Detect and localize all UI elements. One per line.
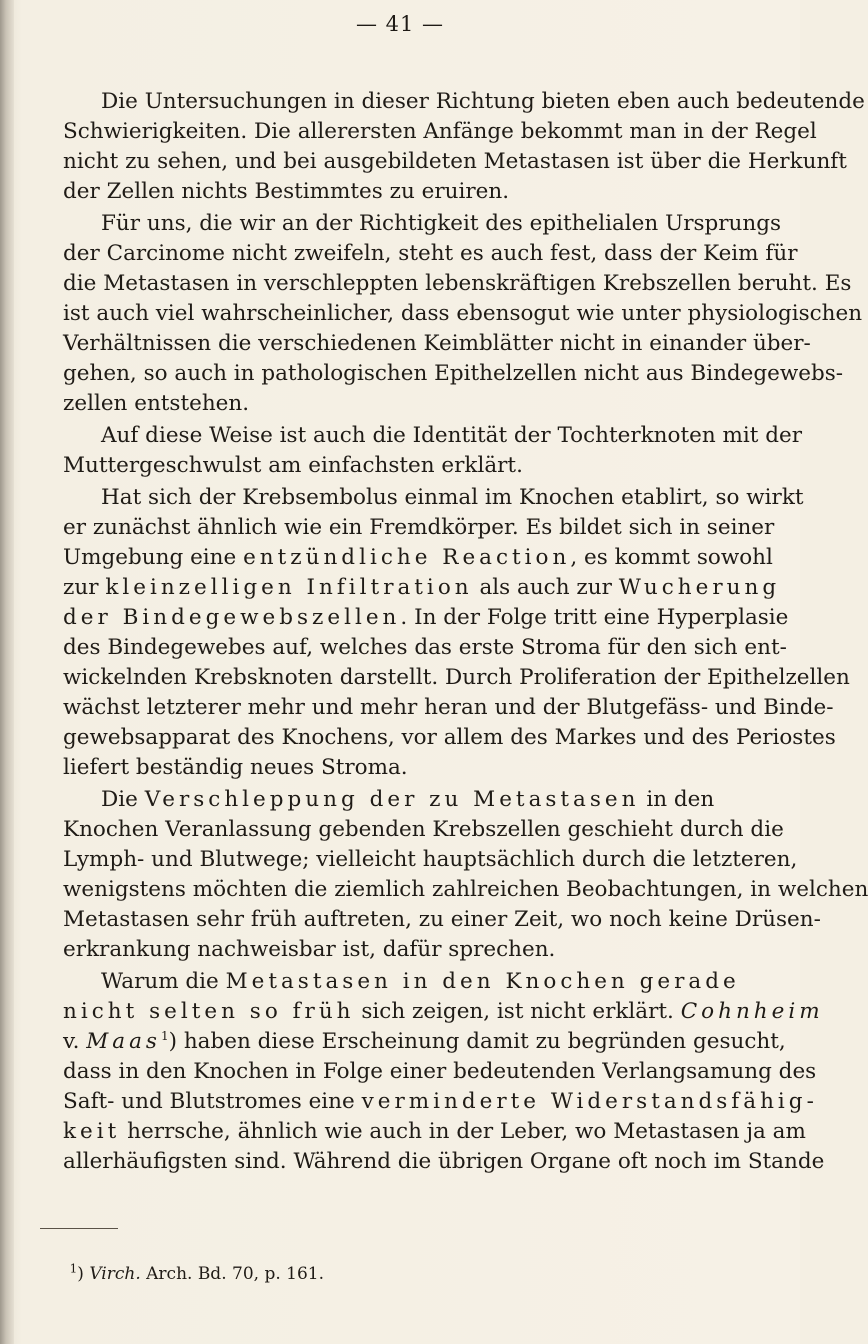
footnote-citation: Arch. Bd. 70, p. 161.: [140, 1264, 324, 1284]
emphasis-run: entzündliche Reaction: [243, 545, 571, 570]
text-run: sich zeigen, ist nicht erklärt.: [354, 999, 681, 1024]
text-line: [22, 148, 510, 204]
text-line: [22, 1058, 818, 1114]
emphasis-run: der Bindegewebszellen: [63, 605, 401, 630]
text-run: als auch zur: [472, 575, 619, 600]
text-line: [22, 876, 821, 932]
text-line: [60, 938, 740, 994]
text-line: [22, 604, 787, 660]
author-name: Cohnheim: [680, 999, 824, 1024]
text-run: v.: [63, 1029, 87, 1054]
text-run: . In der Folge tritt eine Hyperplasie: [400, 605, 789, 630]
text-line: [22, 484, 775, 540]
text-line: [60, 392, 803, 448]
text-run: , es kommt sowohl: [570, 545, 773, 570]
text-line: [22, 846, 868, 902]
text-line: [60, 58, 865, 114]
text-line: [22, 1088, 806, 1144]
text-run: der Zellen nichts Bestimmtes zu eruiren.: [63, 179, 510, 204]
footnote-divider: [40, 1228, 118, 1229]
emphasis-run: nicht selten so früh: [63, 999, 355, 1024]
text-line: [22, 1028, 817, 1084]
text-run: Muttergeschwulst am einfachsten erklärt.: [63, 453, 523, 478]
text-run: Umgebung eine: [63, 545, 244, 570]
text-run: herrsche, ähnlich wie auch in der Leber, wo Metastasen ja am: [120, 1119, 806, 1144]
text-line: [22, 422, 523, 478]
text-line: [22, 694, 836, 750]
text-line: [22, 270, 863, 326]
footnote: [48, 1238, 324, 1310]
text-run: Schwierigkeiten. Die allerersten Anfänge bekommt man in der Regel: [63, 119, 817, 144]
text-line: [22, 634, 850, 690]
author-name: Maas: [86, 1029, 161, 1054]
text-run: wickelnden Krebsknoten darstellt. Durch Proliferation der Epithelzellen: [63, 665, 850, 690]
text-line: [22, 118, 847, 174]
text-run: Die: [101, 787, 145, 812]
text-line: [60, 454, 804, 510]
text-line: [22, 664, 834, 720]
text-line: [22, 300, 811, 356]
text-line: [22, 514, 773, 570]
text-run: Auf diese Weise ist auch die Identität der Tochterknoten mit der: [101, 423, 803, 448]
emphasis-run: verminderte Widerstandsfähig-: [361, 1089, 818, 1114]
text-line: [22, 544, 781, 600]
footnote-marker: 1: [160, 1028, 169, 1043]
text-run: erkrankung nachweisbar ist, dafür sprechen.: [63, 937, 556, 962]
text-line: [22, 1118, 825, 1174]
text-line: [22, 968, 824, 1024]
text-run: in den: [639, 787, 715, 812]
text-run: liefert beständig neues Stroma.: [63, 755, 408, 780]
emphasis-run: kleinzelligen Infiltration: [105, 575, 473, 600]
text-run: Für uns, die wir an der Richtigkeit des epithelialen Ursprungs: [101, 211, 782, 236]
text-line: [22, 998, 786, 1054]
text-line: [22, 724, 408, 780]
text-run: zur: [63, 575, 106, 600]
footnote-source: Virch.: [89, 1264, 141, 1284]
emphasis-run: keit: [63, 1119, 121, 1144]
text-line: [22, 574, 789, 630]
text-run: ist auch viel wahrscheinlicher, dass ebensogut wie unter physiologischen: [63, 301, 863, 326]
text-line: [60, 180, 782, 236]
page-number: — 41 —: [355, 12, 445, 36]
text-line: [22, 330, 844, 386]
text-line: [22, 906, 556, 962]
text-run: Knochen Veranlassung gebenden Krebszellen geschieht durch die: [63, 817, 784, 842]
text-run: Hat sich der Krebsembolus einmal im Knochen etablirt, so wirkt: [101, 485, 804, 510]
text-line: [22, 786, 784, 842]
text-run: Die Untersuchungen in dieser Richtung bieten eben auch bedeutende: [101, 89, 865, 114]
text-run: Saft- und Blutstromes eine: [63, 1089, 362, 1114]
text-run: gewebsapparat des Knochens, vor allem des Markes und des Periostes: [63, 725, 836, 750]
text-run: ) haben diese Erscheinung damit zu begründen gesucht,: [168, 1029, 786, 1054]
footnote-paren: ): [77, 1264, 84, 1284]
text-run: wächst letzterer mehr und mehr heran und der Blutgefäss- und Binde-: [63, 695, 834, 720]
text-run: der Carcinome nicht zweifeln, steht es auch fest, dass der Keim für: [63, 241, 798, 266]
text-run: er zunächst ähnlich wie ein Fremdkörper. Es bildet sich in seiner: [63, 515, 775, 540]
text-run: Verhältnissen die verschiedenen Keimblätter nicht in einander über-: [63, 331, 811, 356]
text-run: Metastasen sehr früh auftreten, zu einer Zeit, wo noch keine Drüsen-: [63, 907, 821, 932]
text-line: [22, 240, 852, 296]
text-run: dass in den Knochen in Folge einer bedeutenden Verlangsamung des: [63, 1059, 817, 1084]
text-line: [60, 756, 715, 812]
text-run: Warum die: [101, 969, 226, 994]
text-run: gehen, so auch in pathologischen Epithelzellen nicht aus Bindegewebs-: [63, 361, 844, 386]
text-run: wenigstens möchten die ziemlich zahlreichen Beobachtungen, in welchen: [63, 877, 868, 902]
text-run: nicht zu sehen, und bei ausgebildeten Metastasen ist über die Herkunft: [63, 149, 847, 174]
emphasis-run: Wucherung: [618, 575, 781, 600]
text-line: [22, 360, 250, 416]
emphasis-run: Metastasen in den Knochen gerade: [225, 969, 740, 994]
text-run: zellen entstehen.: [63, 391, 250, 416]
text-line: [22, 210, 798, 266]
footnote-marker: 1: [69, 1261, 78, 1276]
text-run: des Bindegewebes auf, welches das erste Stroma für den sich ent-: [63, 635, 787, 660]
emphasis-run: Verschleppung der zu Metastasen: [144, 787, 640, 812]
text-run: die Metastasen in verschleppten lebenskräftigen Krebszellen beruht. Es: [63, 271, 852, 296]
text-run: allerhäufigsten sind. Während die übrigen Organe oft noch im Stande: [63, 1149, 825, 1174]
text-line: [22, 816, 798, 872]
text-run: Lymph- und Blutwege; vielleicht hauptsächlich durch die letzteren,: [63, 847, 798, 872]
text-line: [22, 88, 817, 144]
